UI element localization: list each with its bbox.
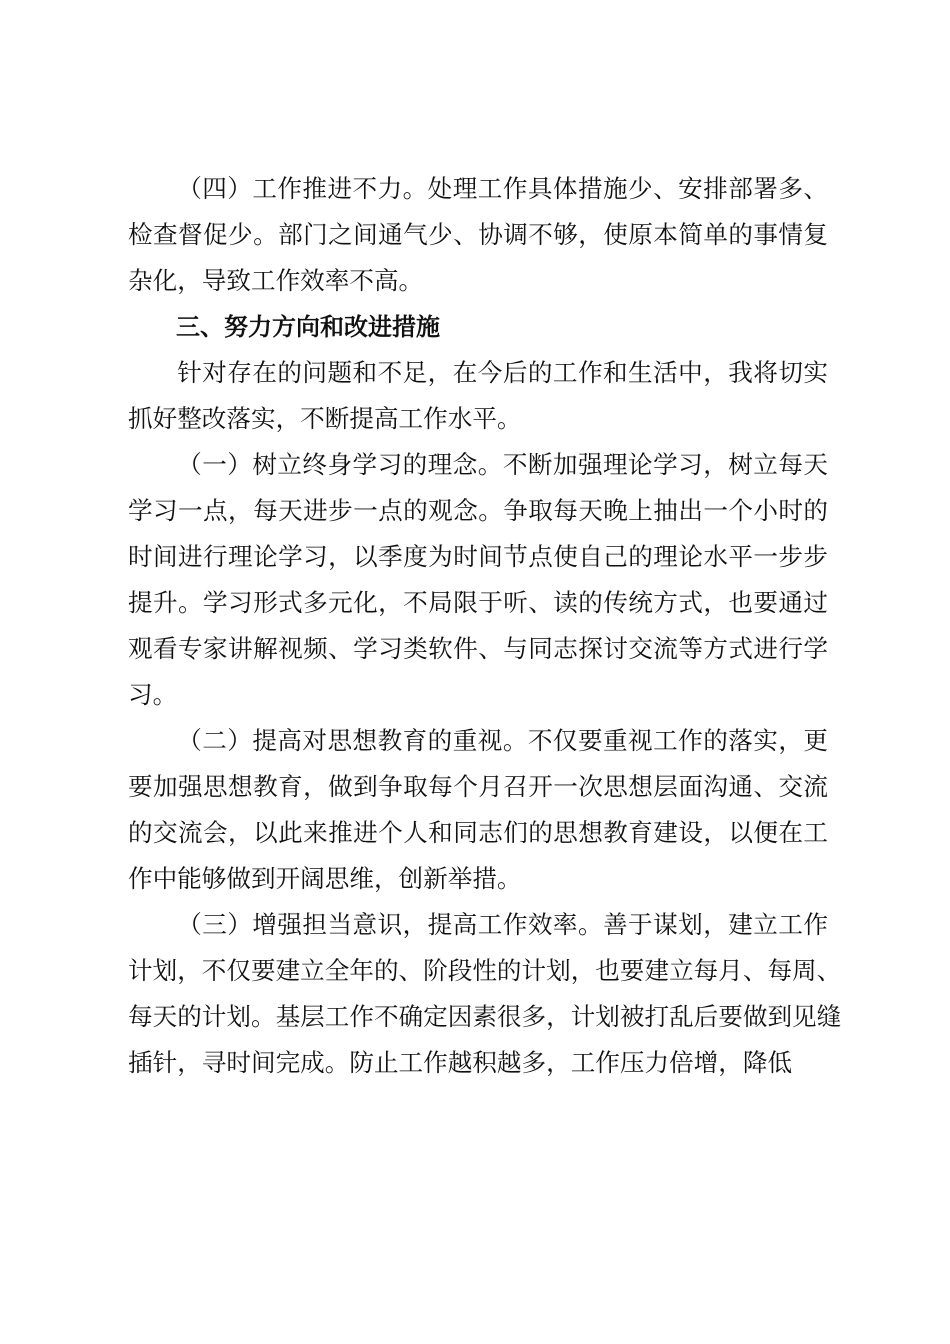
text-line: 插针，寻时间完成。防止工作越积越多，工作压力倍增，降低 [128,1048,793,1077]
document-body [128,166,842,1086]
text-line: 针对存在的问题和不足，在今后的工作和生活中，我将切实 [177,358,828,387]
text-line: 计划，不仅要建立全年的、阶段性的计划，也要建立每月、每周、 [128,956,842,985]
text-line: 抓好整改落实，不断提高工作水平。 [128,404,522,433]
text-line: 学习一点，每天进步一点的观念。争取每天晚上抽出一个小时的 [128,496,828,525]
text-line: 要加强思想教育，做到争取每个月召开一次思想层面沟通、交流 [128,772,828,801]
text-line: （四）工作推进不力。处理工作具体措施少、安排部署多、 [177,174,828,203]
text-line: 检查督促少。部门之间通气少、协调不够，使原本简单的事情复 [128,220,828,249]
paragraph-measure-three [128,902,842,1086]
paragraph-measure-two [128,718,828,902]
section-heading: 三、努力方向和改进措施 [176,313,440,341]
text-line: 作中能够做到开阔思维，创新举措。 [128,864,522,893]
text-line: （二）提高对思想教育的重视。不仅要重视工作的落实，更 [177,726,828,755]
text-line: 每天的计划。基层工作不确定因素很多，计划被打乱后要做到见缝 [128,1002,842,1031]
text-line: 杂化，导致工作效率不高。 [128,266,424,295]
text-line: 时间进行理论学习，以季度为时间节点使自己的理论水平一步步 [128,542,828,571]
paragraph-intro [128,350,828,442]
text-line: （三）增强担当意识，提高工作效率。善于谋划，建立工作 [177,910,828,939]
text-line: 观看专家讲解视频、学习类软件、与同志探讨交流等方式进行学 [128,634,828,663]
text-line: （一）树立终身学习的理念。不断加强理论学习，树立每天 [177,450,828,479]
text-line: 提升。学习形式多元化，不局限于听、读的传统方式，也要通过 [128,588,828,617]
paragraph-measure-one [128,442,828,718]
text-line: 的交流会，以此来推进个人和同志们的思想教育建设，以便在工 [128,818,828,847]
text-line: 习。 [128,680,178,709]
paragraph-four [128,166,828,304]
